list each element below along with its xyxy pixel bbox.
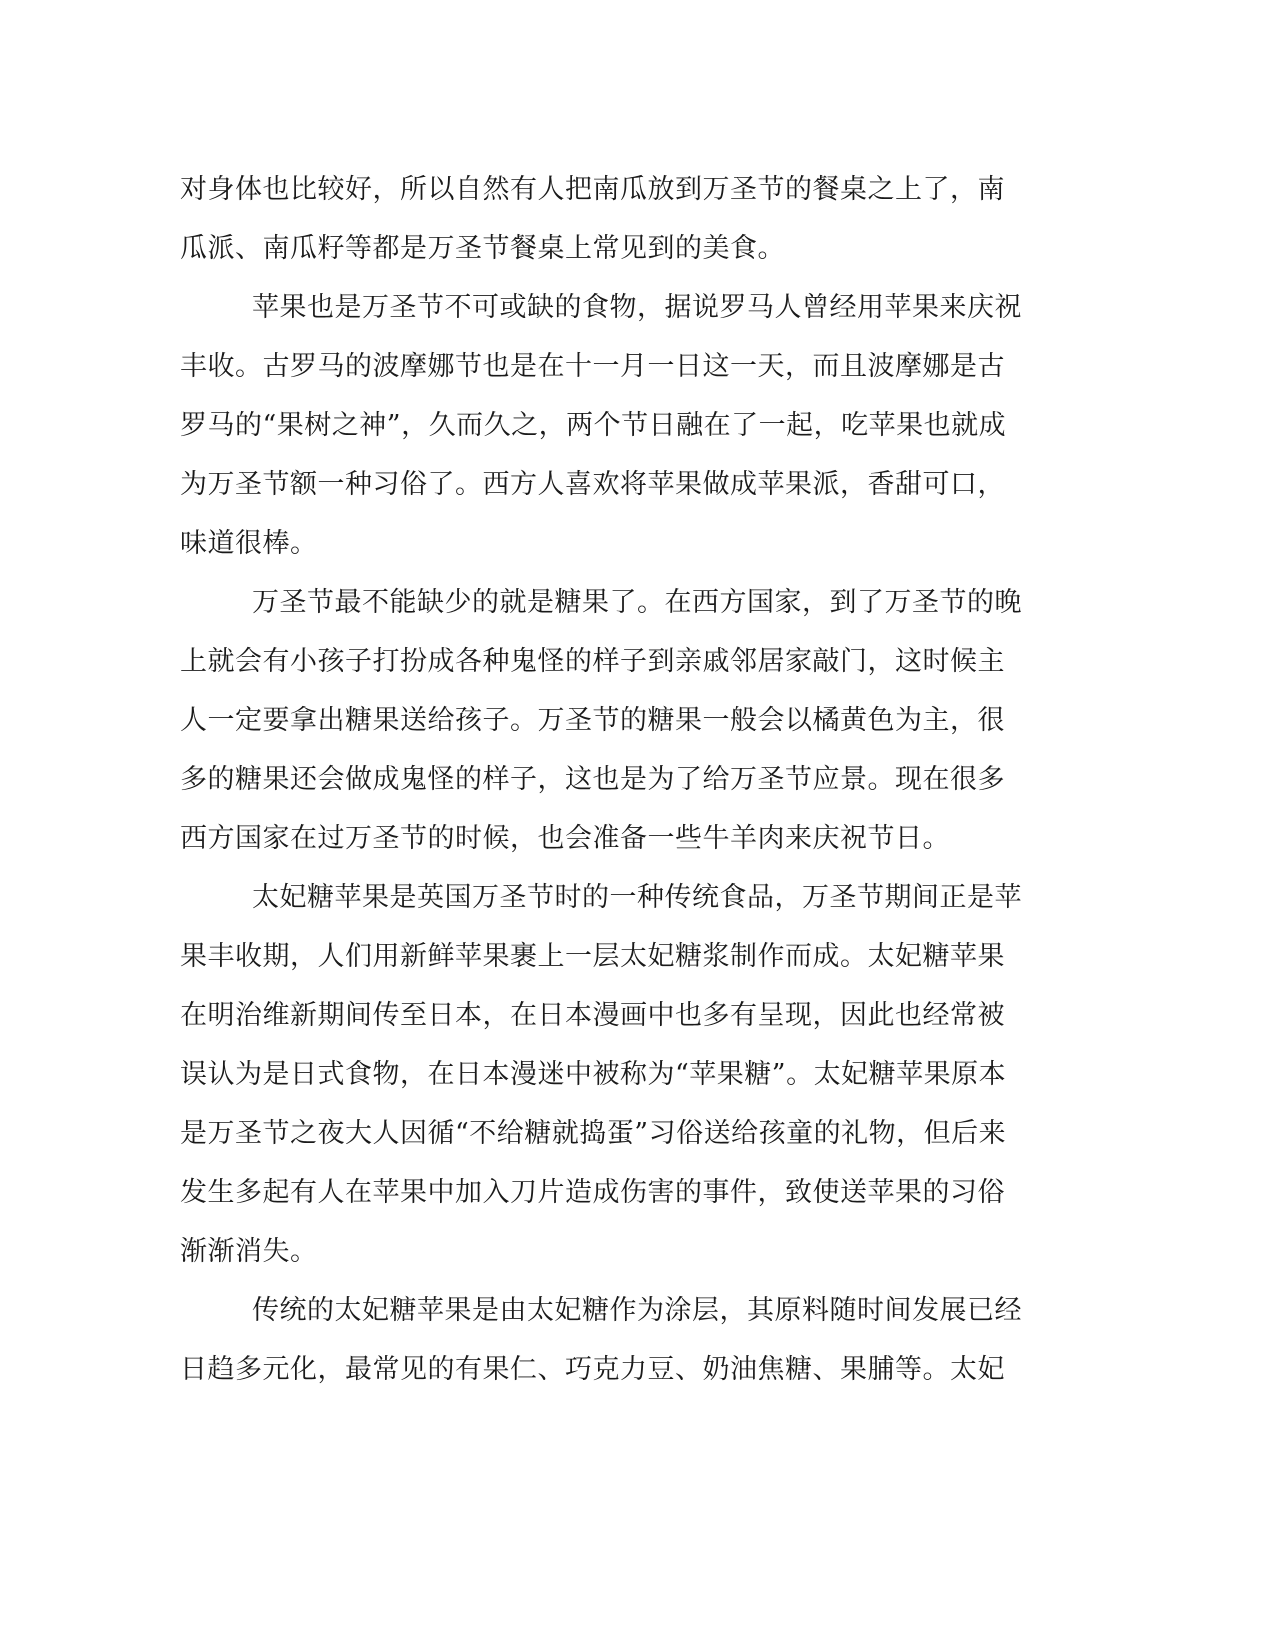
paragraph-1	[180, 160, 1040, 278]
text-line: 瓜派、南瓜籽等都是万圣节餐桌上常见到的美食。	[180, 233, 785, 264]
text-line: 西方国家在过万圣节的时候，也会准备一些牛羊肉来庆祝节日。	[180, 823, 950, 854]
paragraph-4	[180, 868, 1040, 1281]
text-line: 渐渐消失。	[180, 1236, 318, 1267]
text-line: 日趋多元化，最常见的有果仁、巧克力豆、奶油焦糖、果脯等。太妃	[180, 1354, 1005, 1385]
paragraph-2	[180, 278, 1040, 573]
paragraph-3	[180, 573, 1040, 868]
text-line: 在明治维新期间传至日本，在日本漫画中也多有呈现，因此也经常被	[180, 1000, 1005, 1031]
text-line: 味道很棒。	[180, 528, 318, 559]
text-line: 丰收。古罗马的波摩娜节也是在十一月一日这一天，而且波摩娜是古	[180, 351, 1005, 382]
text-line: 苹果也是万圣节不可或缺的食物，据说罗马人曾经用苹果来庆祝	[252, 292, 1022, 323]
paragraph-5	[180, 1281, 1040, 1399]
text-line: 万圣节最不能缺少的就是糖果了。在西方国家，到了万圣节的晚	[252, 587, 1022, 618]
text-line: 对身体也比较好，所以自然有人把南瓜放到万圣节的餐桌之上了，南	[180, 174, 1005, 205]
text-line: 太妃糖苹果是英国万圣节时的一种传统食品，万圣节期间正是苹	[252, 882, 1022, 913]
text-line: 发生多起有人在苹果中加入刀片造成伤害的事件，致使送苹果的习俗	[180, 1177, 1005, 1208]
text-line: 多的糖果还会做成鬼怪的样子，这也是为了给万圣节应景。现在很多	[180, 764, 1005, 795]
text-line: 误认为是日式食物，在日本漫迷中被称为“苹果糖”。太妃糖苹果原本	[180, 1059, 1007, 1090]
text-line: 为万圣节额一种习俗了。西方人喜欢将苹果做成苹果派，香甜可口，	[180, 469, 1005, 500]
text-line: 人一定要拿出糖果送给孩子。万圣节的糖果一般会以橘黄色为主，很	[180, 705, 1005, 736]
text-line: 是万圣节之夜大人因循“不给糖就捣蛋”习俗送给孩童的礼物，但后来	[180, 1118, 1007, 1149]
text-line: 罗马的“果树之神”，久而久之，两个节日融在了一起，吃苹果也就成	[180, 410, 1007, 441]
text-line: 果丰收期，人们用新鲜苹果裹上一层太妃糖浆制作而成。太妃糖苹果	[180, 941, 1005, 972]
body-text	[180, 160, 1040, 1399]
text-line: 传统的太妃糖苹果是由太妃糖作为涂层，其原料随时间发展已经	[252, 1295, 1022, 1326]
text-line: 上就会有小孩子打扮成各种鬼怪的样子到亲戚邻居家敲门，这时候主	[180, 646, 1005, 677]
